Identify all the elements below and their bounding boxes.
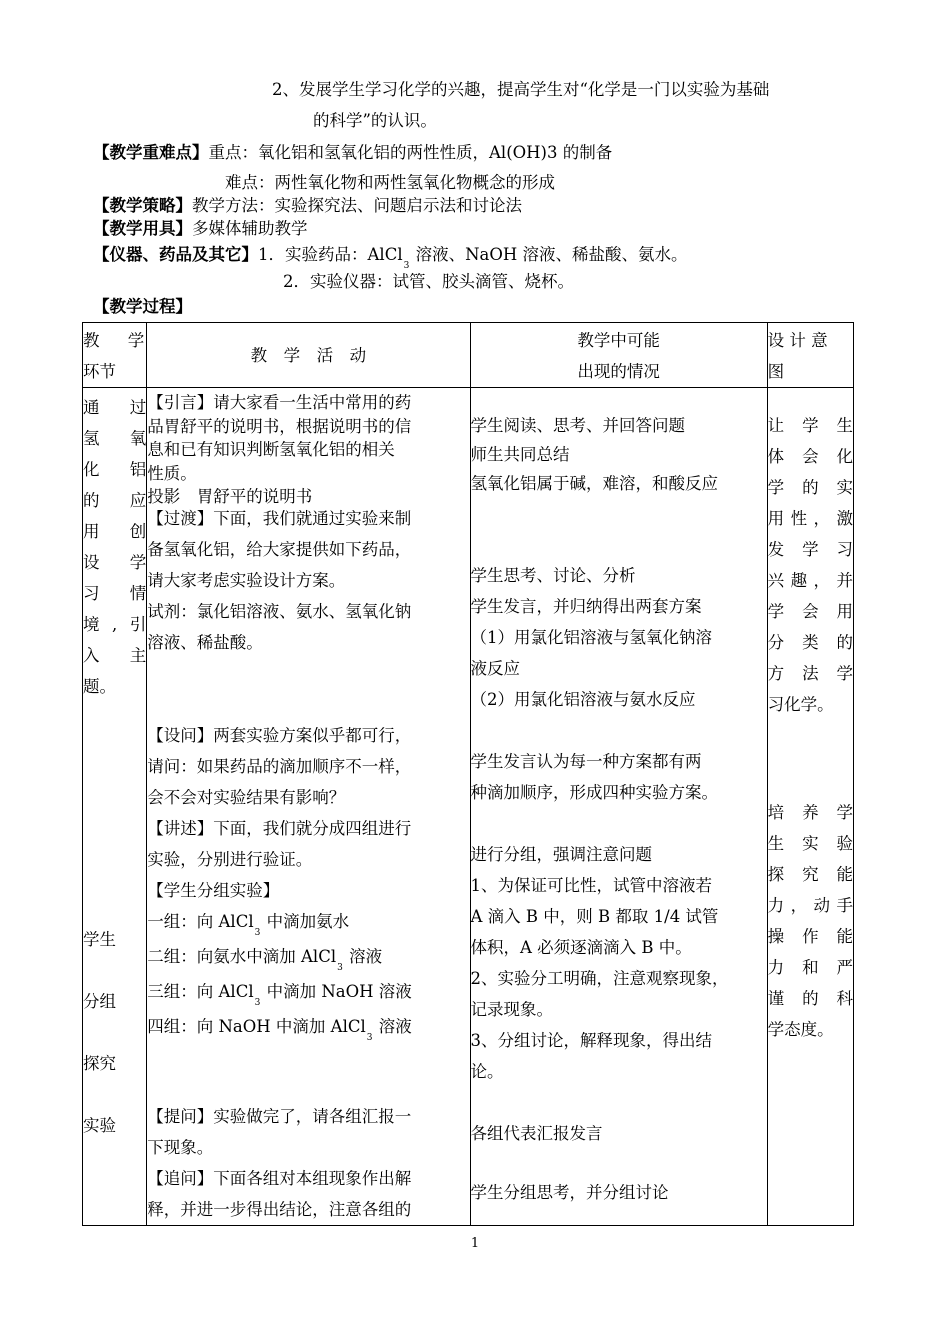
header-stage-char2: 学 — [127, 331, 145, 350]
goal-2-line2: 的科学”的认识。 — [313, 111, 437, 130]
activity-line: 【追问】下面各组对本组现象作出解 — [147, 1168, 412, 1188]
design-line: 用性，激 — [767, 509, 853, 528]
activity-line: 请问：如果药品的滴加顺序不一样， — [147, 756, 412, 776]
situation-line: 师生共同总结 — [470, 445, 570, 464]
situation-line: 液反应 — [470, 659, 520, 678]
header-stage-line2: 环节 — [83, 362, 116, 381]
group-3-a: 三组：向 AlCl — [147, 981, 254, 1001]
situation-line: 学生发言，并归纳得出两套方案 — [470, 597, 702, 616]
activity-line: 会不会对实验结果有影响？ — [147, 787, 346, 807]
table-header-row — [83, 323, 854, 388]
activity-transition — [147, 503, 469, 658]
stage-line: 氢 氧 — [83, 429, 147, 448]
situation-line: 氢氧化铝属于碱，难溶，和酸反应 — [470, 474, 718, 493]
strategy — [93, 195, 522, 217]
stage-intro — [83, 392, 146, 702]
key-points-label: 【教学重难点】 — [93, 143, 209, 162]
design-line: 谨 的 科 — [767, 989, 853, 1008]
activity-line: 性质。 — [147, 463, 197, 483]
situation-plans — [471, 560, 767, 715]
design-cell — [767, 388, 853, 1226]
situation-intro — [471, 411, 767, 498]
header-stage-char1: 教 — [83, 331, 100, 350]
design-line: 力，动手 — [767, 896, 853, 915]
group-1-b: 中滴加氨水 — [261, 911, 350, 931]
activity-line: 下现象。 — [147, 1137, 214, 1157]
situation-line: 1、为保证可比性，试管中溶液若 — [470, 876, 712, 895]
table-row — [83, 388, 854, 1226]
stage-line: 入 主 — [83, 646, 147, 665]
design-line: 习化学。 — [767, 695, 834, 714]
activity-intro — [147, 388, 469, 509]
activity-line: 试剂：氯化铝溶液、氨水、氢氧化钠 — [147, 601, 412, 621]
stage-line: 习 情 — [83, 584, 147, 603]
design-intro — [768, 410, 853, 720]
subscript-3: 3 — [337, 962, 343, 973]
situation-line: 学生思考、讨论、分析 — [470, 566, 636, 585]
stage-line: 题。 — [83, 677, 116, 696]
group-1-a: 一组：向 AlCl — [147, 911, 254, 931]
activity-line: 请大家考虑实验设计方案。 — [147, 570, 346, 590]
stage-line: 探究 — [83, 1054, 116, 1073]
tools-label: 【教学用具】 — [93, 219, 192, 238]
situation-line: 3、分组讨论，解释现象，得出结 — [470, 1031, 712, 1050]
stage-line: 学生 — [83, 930, 116, 949]
key-points-text: 重点：氧化铝和氢氧化铝的两性性质，Al(OH)3 的制备 — [208, 143, 613, 162]
activity-line: 【过渡】下面，我们就通过实验来制 — [147, 508, 412, 528]
stage-experiment — [83, 909, 146, 1157]
activity-line: 息和已有知识判断氢氧化铝的相关 — [147, 440, 395, 459]
materials — [93, 244, 688, 269]
activity-line: 品胃舒平的说明书，根据说明书的信 — [147, 416, 412, 436]
activity-line: 投影 胃舒平的说明书 — [147, 487, 313, 506]
subscript-3: 3 — [366, 1032, 373, 1043]
design-line: 学态度。 — [767, 1020, 834, 1039]
situation-line: （1）用氯化铝溶液与氢氧化钠溶 — [470, 628, 712, 647]
design-line: 发 学 习 — [767, 540, 853, 559]
design-line: 方 法 学 — [767, 664, 853, 683]
group-1-line — [147, 906, 469, 941]
header-situation — [470, 323, 767, 388]
group-2-line — [147, 941, 469, 976]
design-line: 学 的 实 — [767, 478, 853, 497]
header-design — [767, 323, 853, 388]
header-activity: 教 学 活 动 — [147, 323, 470, 388]
situation-line: 论。 — [470, 1062, 504, 1081]
group-3-line — [147, 976, 469, 1011]
teaching-process-table — [82, 322, 854, 1226]
activity-report — [147, 1101, 469, 1225]
header-situation-line1: 教学中可能 — [577, 331, 660, 350]
stage-cell — [83, 388, 147, 1226]
situation-line: 2、实验分工明确，注意观察现象， — [470, 969, 729, 988]
header-stage — [83, 323, 147, 388]
activity-line: 溶液、稀盐酸。 — [147, 632, 263, 652]
strategy-label: 【教学策略】 — [93, 196, 192, 215]
group-4-b: 溶液 — [373, 1016, 412, 1036]
group-4-a: 四组：向 NaOH 中滴加 AlCl — [147, 1016, 366, 1036]
tools — [93, 218, 308, 240]
activity-line: 实验，分别进行验证。 — [147, 849, 313, 869]
situation-discussion: 学生分组思考，并分组讨论 — [470, 1183, 669, 1202]
group-3-b: 中滴加 NaOH 溶液 — [261, 981, 412, 1001]
design-line: 培 养 学 — [767, 803, 853, 822]
design-line: 力 和 严 — [767, 958, 853, 977]
subscript-3: 3 — [254, 997, 261, 1008]
design-line: 学 会 用 — [767, 602, 853, 621]
stage-line: 通 过 — [83, 398, 147, 417]
group-4-line — [147, 1011, 469, 1046]
design-line: 分 类 的 — [767, 633, 853, 652]
situation-line: 学生发言认为每一种方案都有两 — [470, 752, 702, 771]
materials-1b: 溶液、NaOH 溶液、稀盐酸、氨水。 — [410, 245, 688, 264]
materials-2: 2．实验仪器：试管、胶头滴管、烧杯。 — [283, 272, 574, 291]
design-experiment — [768, 797, 853, 1045]
stage-line: 分组 — [83, 992, 116, 1011]
strategy-text: 教学方法：实验探究法、问题启示法和讨论法 — [192, 196, 522, 215]
header-situation-line2: 出现的情况 — [577, 362, 660, 381]
materials-1a: 1．实验药品：AlCl — [258, 245, 403, 264]
header-design-line1: 设 计 意 — [767, 331, 828, 350]
stage-line: 境,引 — [83, 615, 147, 634]
design-line: 操 作 能 — [767, 927, 853, 946]
tools-text: 多媒体辅助教学 — [192, 219, 308, 238]
stage-line: 用 创 — [83, 522, 147, 541]
key-points — [93, 142, 612, 164]
design-line: 兴趣，并 — [767, 571, 853, 590]
group-2-b: 溶液 — [343, 946, 383, 966]
activity-line: 备氢氧化铝，给大家提供如下药品， — [147, 539, 412, 559]
situation-line: （2）用氯化铝溶液与氨水反应 — [470, 690, 696, 709]
situation-line: 记录现象。 — [470, 1000, 553, 1019]
design-line: 让 学 生 — [767, 416, 853, 435]
stage-line: 实验 — [83, 1116, 116, 1135]
activity-line: 【提问】实验做完了，请各组汇报一 — [147, 1106, 412, 1126]
design-line: 探 究 能 — [767, 865, 853, 884]
stage-line: 设 学 — [83, 553, 147, 572]
situation-line: 种滴加顺序，形成四种实验方案。 — [470, 783, 718, 802]
group-2-a: 二组：向氨水中滴加 AlCl — [147, 946, 337, 966]
situation-four-plans — [471, 746, 767, 808]
goal-2-line1: 2、发展学生学习化学的兴趣，提高学生对“化学是一门以实验为基础 — [272, 80, 770, 99]
activity-line: 【讲述】下面，我们就分成四组进行 — [147, 818, 412, 838]
process-label: 【教学过程】 — [93, 297, 192, 316]
subscript-3: 3 — [254, 927, 261, 938]
situation-line: 学生阅读、思考、并回答问题 — [470, 416, 685, 435]
activity-line: 【设问】两套实验方案似乎都可行， — [147, 725, 412, 745]
situation-cell — [470, 388, 767, 1226]
materials-subscript: 3 — [403, 261, 410, 271]
activity-line: 【学生分组实验】 — [147, 880, 280, 900]
design-line: 生 实 验 — [767, 834, 853, 853]
situation-report: 各组代表汇报发言 — [470, 1124, 603, 1143]
header-design-line2: 图 — [767, 362, 785, 381]
activity-experiment — [147, 720, 469, 1046]
activity-line: 释，并进一步得出结论，注意各组的 — [147, 1199, 412, 1219]
situation-line: 进行分组，强调注意问题 — [470, 845, 652, 864]
page-number: 1 — [470, 1236, 480, 1251]
stage-line: 的 应 — [83, 491, 147, 510]
activity-cell — [147, 388, 470, 1226]
situation-grouping — [471, 839, 767, 1087]
design-line: 体 会 化 — [767, 447, 853, 466]
difficulty-text: 难点：两性氧化物和两性氢氧化物概念的形成 — [225, 173, 555, 192]
situation-line: A 滴入 B 中，则 B 都取 1/4 试管 — [470, 907, 719, 926]
materials-label: 【仪器、药品及其它】 — [93, 245, 258, 264]
situation-line: 体积，A 必须逐滴滴入 B 中。 — [470, 938, 692, 957]
stage-line: 化 铝 — [83, 460, 147, 479]
activity-line: 【引言】请大家看一生活中常用的药 — [147, 393, 412, 412]
